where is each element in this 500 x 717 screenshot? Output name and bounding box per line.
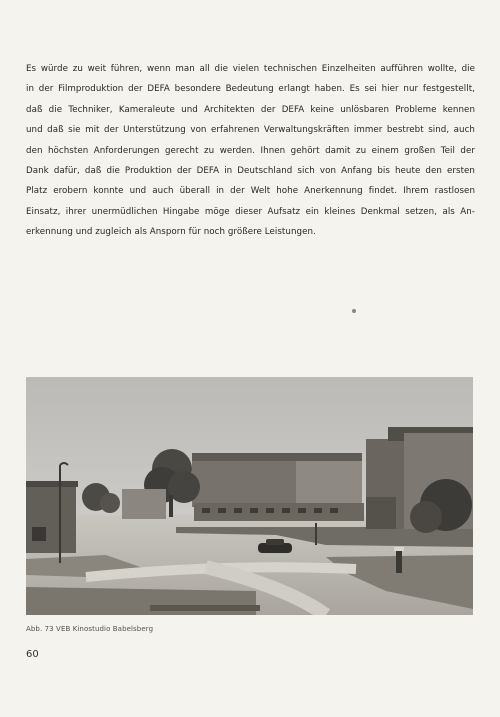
text-line: Platz erobern konnte und auch überall in der Welt hohe Anerkennung findet. Ihrem rastlosen: [26, 186, 475, 197]
text-line: Dank dafür, daß die Produktion der DEFA in Deutschland sich von Anfang bis heute den ersten: [26, 166, 475, 177]
text-line: den höchsten Anforderungen gerecht zu werden. Ihnen gehört damit zu einem großen Teil der: [26, 145, 475, 156]
studio-photo-drawing: [26, 377, 473, 615]
print-speck: [352, 309, 356, 313]
page-number: 60: [26, 649, 39, 660]
text-line: Es würde zu weit führen, wenn man all die vielen technischen Einzelheiten aufführen wollte, die: [26, 64, 475, 74]
text-line: erkennung und zugleich als Ansporn für noch größere Leistungen.: [26, 227, 316, 238]
studio-photograph: [26, 377, 473, 615]
figure-caption: Abb. 73 VEB Kinostudio Babelsberg: [26, 625, 154, 633]
body-paragraph: [26, 59, 475, 243]
text-line: und daß sie mit der Unterstützung von erfahrenen Verwaltungskräften immer bestrebt sind, auch: [26, 125, 475, 136]
text-line: daß die Techniker, Kameraleute und Architekten der DEFA keine unlösbaren Probleme kennen: [26, 104, 475, 115]
text-line: in der Filmproduktion der DEFA besondere Bedeutung erlangt haben. Es sei hier nur festgestellt,: [26, 84, 475, 95]
text-line: Einsatz, ihrer unermüdlichen Hingabe möge dieser Aufsatz ein kleines Denkmal setzen, als An-: [26, 206, 475, 217]
